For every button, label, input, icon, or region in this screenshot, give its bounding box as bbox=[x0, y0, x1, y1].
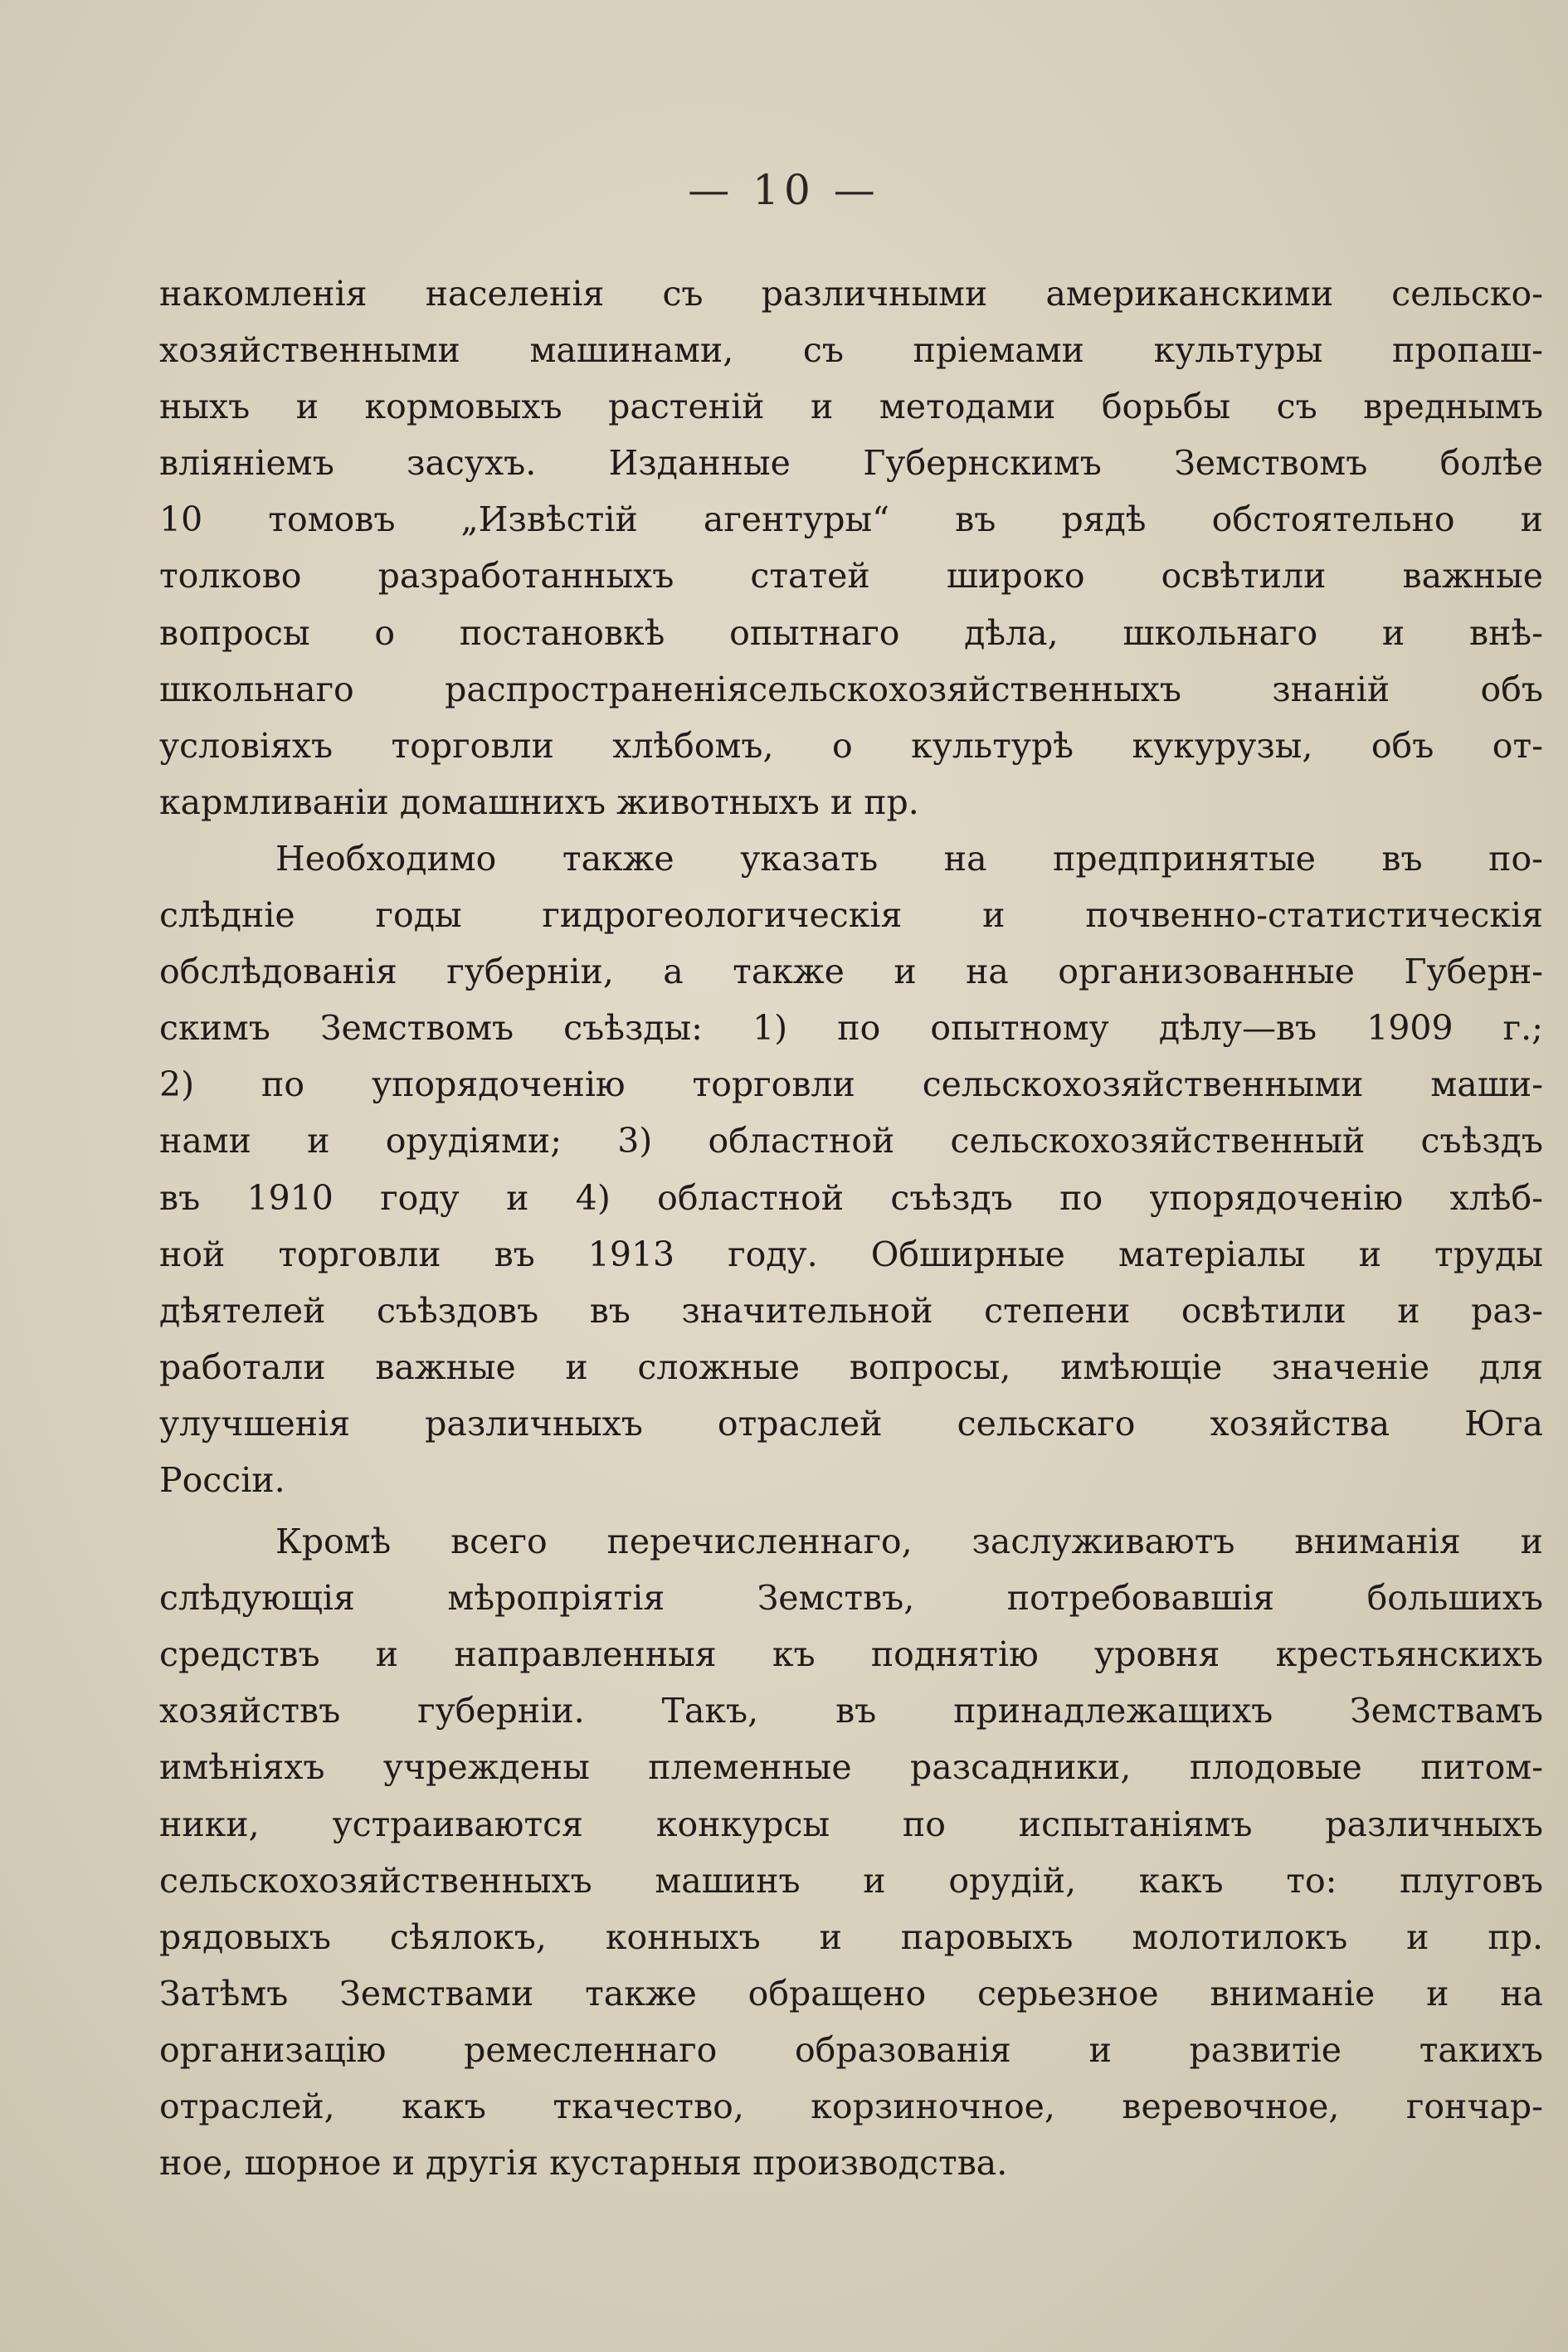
text-line: 10 томовъ „Извѣстій агентуры“ въ рядѣ обстоятельно и bbox=[159, 499, 1543, 540]
text-line: ники, устраиваются конкурсы по испытаніямъ различныхъ bbox=[159, 1804, 1543, 1844]
text-line: организацію ремесленнаго образованія и развитіе такихъ bbox=[159, 2029, 1543, 2070]
text-line: вопросы о постановкѣ опытнаго дѣла, школьнаго и внѣ- bbox=[159, 612, 1543, 653]
text-line: нами и орудіями; 3) областной сельскохозяйственный съѣздъ bbox=[159, 1121, 1543, 1161]
text-line: хозяйствъ губерніи. Такъ, въ принадлежащихъ Земствамъ bbox=[159, 1691, 1543, 1731]
page-number: — 10 — bbox=[688, 166, 880, 214]
text-line: ныхъ и кормовыхъ растеній и методами борьбы съ вреднымъ bbox=[159, 387, 1543, 427]
text-line: толково разработанныхъ статей широко освѣтили важные bbox=[159, 556, 1543, 597]
paragraph-3 bbox=[159, 1513, 1543, 2191]
text-line: вліяніемъ засухъ. Изданные Губернскимъ Земствомъ болѣе bbox=[159, 443, 1543, 484]
text-line: слѣдующія мѣропріятія Земствъ, потребовавшія большихъ bbox=[159, 1578, 1543, 1619]
text-line: работали важные и сложные вопросы, имѣющіе значеніе для bbox=[159, 1346, 1543, 1387]
paragraph-1 bbox=[159, 265, 1543, 830]
text-line: обслѣдованія губерніи, а также и на организованные Губерн- bbox=[159, 952, 1543, 992]
text-line: Затѣмъ Земствами также обращено серьезное вниманіе и на bbox=[159, 1973, 1543, 2014]
text-line: кармливаніи домашнихъ животныхъ и пр. bbox=[159, 782, 919, 822]
text-line: Россіи. bbox=[159, 1459, 285, 1500]
text-line: ное, шорное и другія кустарныя производства. bbox=[159, 2143, 1008, 2184]
text-line: накомленія населенія съ различными американскими сельско- bbox=[159, 274, 1543, 314]
text-line: средствъ и направленныя къ поднятію уровня крестьянскихъ bbox=[159, 1634, 1543, 1675]
text-line: улучшенія различныхъ отраслей сельскаго хозяйства Юга bbox=[159, 1403, 1543, 1444]
text-line: слѣдніе годы гидрогеологическія и почвенно-статистическія bbox=[159, 895, 1543, 936]
text-line: сельскохозяйственныхъ машинъ и орудій, какъ то: плуговъ bbox=[159, 1860, 1543, 1901]
text-line: въ 1910 году и 4) областной съѣздъ по упорядоченію хлѣб- bbox=[159, 1177, 1543, 1218]
text-line: хозяйственными машинами, съ пріемами культуры пропаш- bbox=[159, 330, 1543, 371]
text-line: условіяхъ торговли хлѣбомъ, о культурѣ кукурузы, объ от- bbox=[159, 725, 1543, 766]
text-line: 2) по упорядоченію торговли сельскохозяйственными маши- bbox=[159, 1064, 1543, 1105]
text-line: рядовыхъ сѣялокъ, конныхъ и паровыхъ молотилокъ и пр. bbox=[159, 1916, 1543, 1957]
paragraph-2 bbox=[159, 830, 1543, 1508]
text-line: Кромѣ всего перечисленнаго, заслуживаютъ вниманія и bbox=[275, 1522, 1543, 1562]
text-line: школьнаго распространеніясельскохозяйственныхъ знаній объ bbox=[159, 669, 1543, 709]
text-body bbox=[159, 265, 1543, 2191]
text-line: Необходимо также указать на предпринятые въ по- bbox=[275, 838, 1543, 879]
text-line: ной торговли въ 1913 году. Обширные матеріалы и труды bbox=[159, 1234, 1543, 1274]
text-line: имѣніяхъ учреждены племенные разсадники, плодовые питом- bbox=[159, 1747, 1543, 1788]
text-line: скимъ Земствомъ съѣзды: 1) по опытному дѣлу—въ 1909 г.; bbox=[159, 1008, 1543, 1049]
text-line: дѣятелей съѣздовъ въ значительной степени освѣтили и раз- bbox=[159, 1290, 1543, 1331]
text-line: отраслей, какъ ткачество, корзиночное, веревочное, гончар- bbox=[159, 2087, 1543, 2126]
